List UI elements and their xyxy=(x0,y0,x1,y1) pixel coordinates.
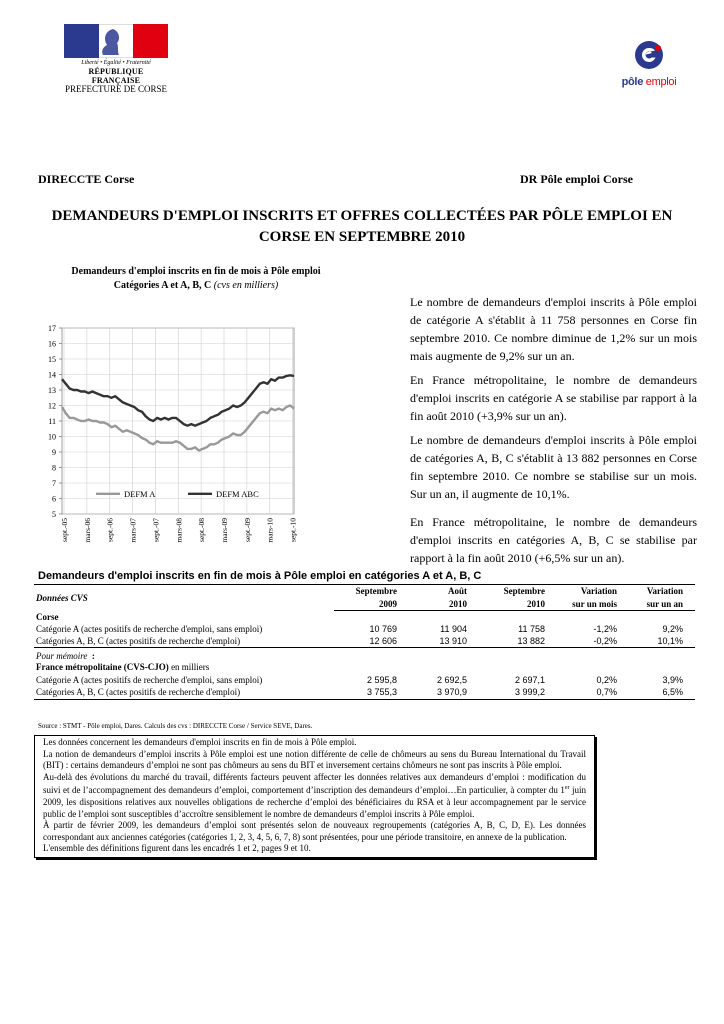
pe-brand-part2: emploi xyxy=(645,76,677,88)
table-cell: 11 758 xyxy=(518,623,545,634)
table-cell: 0,2% xyxy=(596,674,617,685)
table-title: Demandeurs d'emploi inscrits en fin de mois à Pôle emploi en catégories A et A, B, C xyxy=(38,570,482,582)
section-row xyxy=(34,610,695,623)
commentary-p4: En France métropolitaine, le nombre de demandeurs d'emploi inscrits en catégories A, B, C se stabilise par rapport à la fin août 2010 (+6,5% sur un an). xyxy=(410,515,697,565)
table-header: Variation xyxy=(646,586,683,597)
y-tick-label: 11 xyxy=(48,417,56,426)
memo-label: Pour mémoire xyxy=(36,651,88,661)
x-tick-label: sept.-05 xyxy=(60,518,69,542)
x-tick-label: mars-09 xyxy=(220,518,229,543)
table-cell: 2 595,8 xyxy=(366,674,397,685)
line-chart xyxy=(38,318,300,558)
y-tick-label: 9 xyxy=(52,448,56,457)
x-tick-label: sept.-07 xyxy=(151,518,161,542)
x-tick-label: mars-07 xyxy=(128,518,138,543)
y-tick-label: 17 xyxy=(48,324,56,333)
table-row xyxy=(34,623,695,636)
note-superscript: er xyxy=(564,785,570,792)
x-tick-label: sept.-08 xyxy=(197,518,207,542)
table-header: 2009 xyxy=(334,598,409,611)
table-header: Variation xyxy=(580,586,617,597)
section-row xyxy=(34,661,695,674)
table-cell: -1,2% xyxy=(593,623,617,634)
table-cell: 2 697,1 xyxy=(514,674,545,685)
page-title xyxy=(40,206,684,248)
table-cell: 12 606 xyxy=(334,635,409,648)
section-france: France métropolitaine (CVS-CJO) xyxy=(36,662,169,673)
y-tick-label: 7 xyxy=(52,479,56,488)
note-line: Les données concernent les demandeurs d'emploi inscrits en fin de mois à Pôle emploi. xyxy=(43,737,357,747)
pole-emploi-logo xyxy=(620,40,678,88)
chart-legend xyxy=(96,489,259,499)
legend-label: DEFM ABC xyxy=(216,488,259,499)
note-line: La notion de demandeurs d’emploi inscrits à Pôle emploi est une notion différente de celle de chômeurs au sens du Bureau International du Travail (BIT) : certains demandeurs d’emploi ne sont pas chômeurs au sens du BIT et inversement certains chômeurs ne sont pas inscrits à Pôle emploi. xyxy=(43,748,586,771)
note-text: Au-delà des évolutions du marché du travail, différents facteurs peuvent affecter les données relatives aux demandeurs d’emploi : modification du suivi et de l’accompagnement des demandeurs d’emploi, comportement d’inscription des demandeurs d’emploi…En particulier, à compter du 1 xyxy=(43,771,586,796)
table-row xyxy=(34,635,695,648)
table-cell: -0,2% xyxy=(557,635,629,648)
table-cell: 13 882 xyxy=(479,635,557,648)
table-header: 2010 xyxy=(409,598,479,611)
table-cell: 3,9% xyxy=(662,674,683,685)
pole-emploi-wordmark xyxy=(620,76,678,88)
table-header: Septembre xyxy=(355,586,397,597)
x-tick-label: mars-06 xyxy=(82,518,92,543)
commentary-p2: En France métropolitaine, le nombre de demandeurs d'emploi inscrits en catégorie A se stabilise par rapport à la fin août 2010 (+3,9% sur un an). xyxy=(410,373,697,423)
pole-emploi-mark-icon xyxy=(634,40,664,70)
pe-brand-part1: pôle xyxy=(621,76,644,88)
row-label: Catégorie A (actes positifs de recherche d'emploi, sans emploi) xyxy=(36,674,263,685)
rf-name: RÉPUBLIQUE FRANÇAISE xyxy=(88,67,144,85)
table-cell: 3 999,2 xyxy=(514,687,545,698)
table-header-row-1 xyxy=(34,585,695,598)
y-tick-label: 8 xyxy=(52,463,56,473)
col-label: Données CVS xyxy=(36,592,88,603)
table-cell: 10 769 xyxy=(369,623,397,634)
table-cell: 11 904 xyxy=(440,623,467,634)
republique-francaise-logo xyxy=(64,24,168,85)
table-header: Septembre xyxy=(503,586,545,597)
table-cell: 2 692,5 xyxy=(436,674,467,685)
row-label: Catégories A, B, C (actes positifs de recherche d'emploi) xyxy=(36,687,241,698)
table-cell: 9,2% xyxy=(662,623,683,634)
notes-box xyxy=(34,735,595,858)
table-header: sur un an xyxy=(629,598,695,611)
x-tick-label: mars-10 xyxy=(265,518,275,543)
y-tick-label: 14 xyxy=(48,370,56,380)
table-cell: 0,7% xyxy=(596,687,617,698)
table-header: sur un mois xyxy=(557,598,629,611)
title-line-2: CORSE EN SEPTEMBRE 2010 xyxy=(258,229,466,245)
y-tick-label: 5 xyxy=(52,510,56,519)
table-cell: 3 970,9 xyxy=(436,687,467,698)
table-row xyxy=(34,686,695,699)
x-tick-label: sept.-09 xyxy=(242,518,252,542)
y-tick-label: 13 xyxy=(48,386,56,395)
y-tick-label: 15 xyxy=(48,355,56,364)
table-header: 2010 xyxy=(479,598,557,611)
table-header: Août xyxy=(447,586,467,597)
table-row xyxy=(34,674,695,687)
chart-title xyxy=(40,265,352,293)
y-tick-label: 10 xyxy=(48,432,56,442)
prefecture-label: PREFECTURE DE CORSE xyxy=(64,84,167,94)
data-table xyxy=(34,584,695,700)
x-axis-ticks xyxy=(60,518,298,543)
org-left: DIRECCTE Corse xyxy=(38,172,135,186)
row-label: Catégorie A (actes positifs de recherche d'emploi, sans emploi) xyxy=(36,623,263,634)
marianne-flag-icon xyxy=(64,24,168,58)
x-tick-label: mars-08 xyxy=(174,518,184,543)
note-line: À partir de février 2009, les demandeurs d’emploi sont présentés selon de nouveaux regroupements (catégories A, B, C, D, E). Les données correspondant aux anciennes catégories (catégories 1, 2, 3, 4, 5, 6, 7, 8) sont présentées, pour une période transitoire, en annexe de la publication. xyxy=(43,820,586,842)
commentary-p3: Le nombre de demandeurs d'emploi inscrits à Pôle emploi de catégories A, B, C s'établit à 13 882 personnes en Corse fin septembre 2010. Ce nombre se stabilise sur un mois. Sur un an, il augmente de 10,1%. xyxy=(410,433,697,501)
section-france-suffix: en milliers xyxy=(168,662,210,673)
x-tick-label: sept.-06 xyxy=(105,518,115,542)
table-cell: 6,5% xyxy=(662,687,683,698)
commentary xyxy=(410,293,697,573)
note-line: L'ensemble des définitions figurent dans les encadrés 1 et 2, pages 9 et 10. xyxy=(43,843,311,854)
note-line xyxy=(43,772,586,820)
section-corse: Corse xyxy=(36,611,59,622)
table-cell: 13 910 xyxy=(409,635,479,648)
y-tick-label: 16 xyxy=(48,339,56,349)
org-right: DR Pôle emploi Corse xyxy=(520,172,633,186)
source-note: Source : STMT - Pôle emploi, Dares. Calculs des cvs : DIRECCTE Corse / Service SEVE, Dares. xyxy=(38,722,313,730)
memo-row xyxy=(34,648,695,662)
legend-label: DEFM A xyxy=(124,488,156,499)
rf-motto: Liberté • Égalité • Fraternité xyxy=(81,60,151,66)
y-tick-label: 6 xyxy=(52,494,56,504)
chart-title-line-1: Demandeurs d'emploi inscrits en fin de mois à Pôle emploi xyxy=(71,266,321,277)
memo-colon: : xyxy=(91,651,95,661)
x-tick-label: sept.-10 xyxy=(288,518,298,542)
y-tick-label: 12 xyxy=(48,401,56,411)
commentary-p1: Le nombre de demandeurs d'emploi inscrits à Pôle emploi de catégorie A s'établit à 11 758 personnes en Corse fin septembre 2010. Ce nombre diminue de 1,2% sur un mois mais augmente de 9,2% sur un an. xyxy=(410,295,697,363)
y-axis-ticks xyxy=(48,324,62,519)
note-text: juin 2009, les dispositions relatives aux nouvelles obligations de recherche d’emploi des bénéficiaires du RSA et à leur accompagnement par le service public de l’emploi sont susceptibles d’accroître sensiblement le nombre de demandeurs d’emploi inscrits à Pôle emploi. xyxy=(43,785,586,819)
table-cell: 3 755,3 xyxy=(366,687,397,698)
title-line-1: DEMANDEURS D'EMPLOI INSCRITS ET OFFRES COLLECTÉES PAR PÔLE EMPLOI EN xyxy=(51,208,673,224)
chart-title-categories: Catégories A et A, B, C xyxy=(113,280,212,291)
chart-title-line-2 xyxy=(40,279,352,293)
chart-title-unit: (cvs en milliers) xyxy=(213,280,279,291)
row-label: Catégories A, B, C (actes positifs de recherche d'emploi) xyxy=(34,635,334,648)
table-cell: 10,1% xyxy=(629,635,695,648)
